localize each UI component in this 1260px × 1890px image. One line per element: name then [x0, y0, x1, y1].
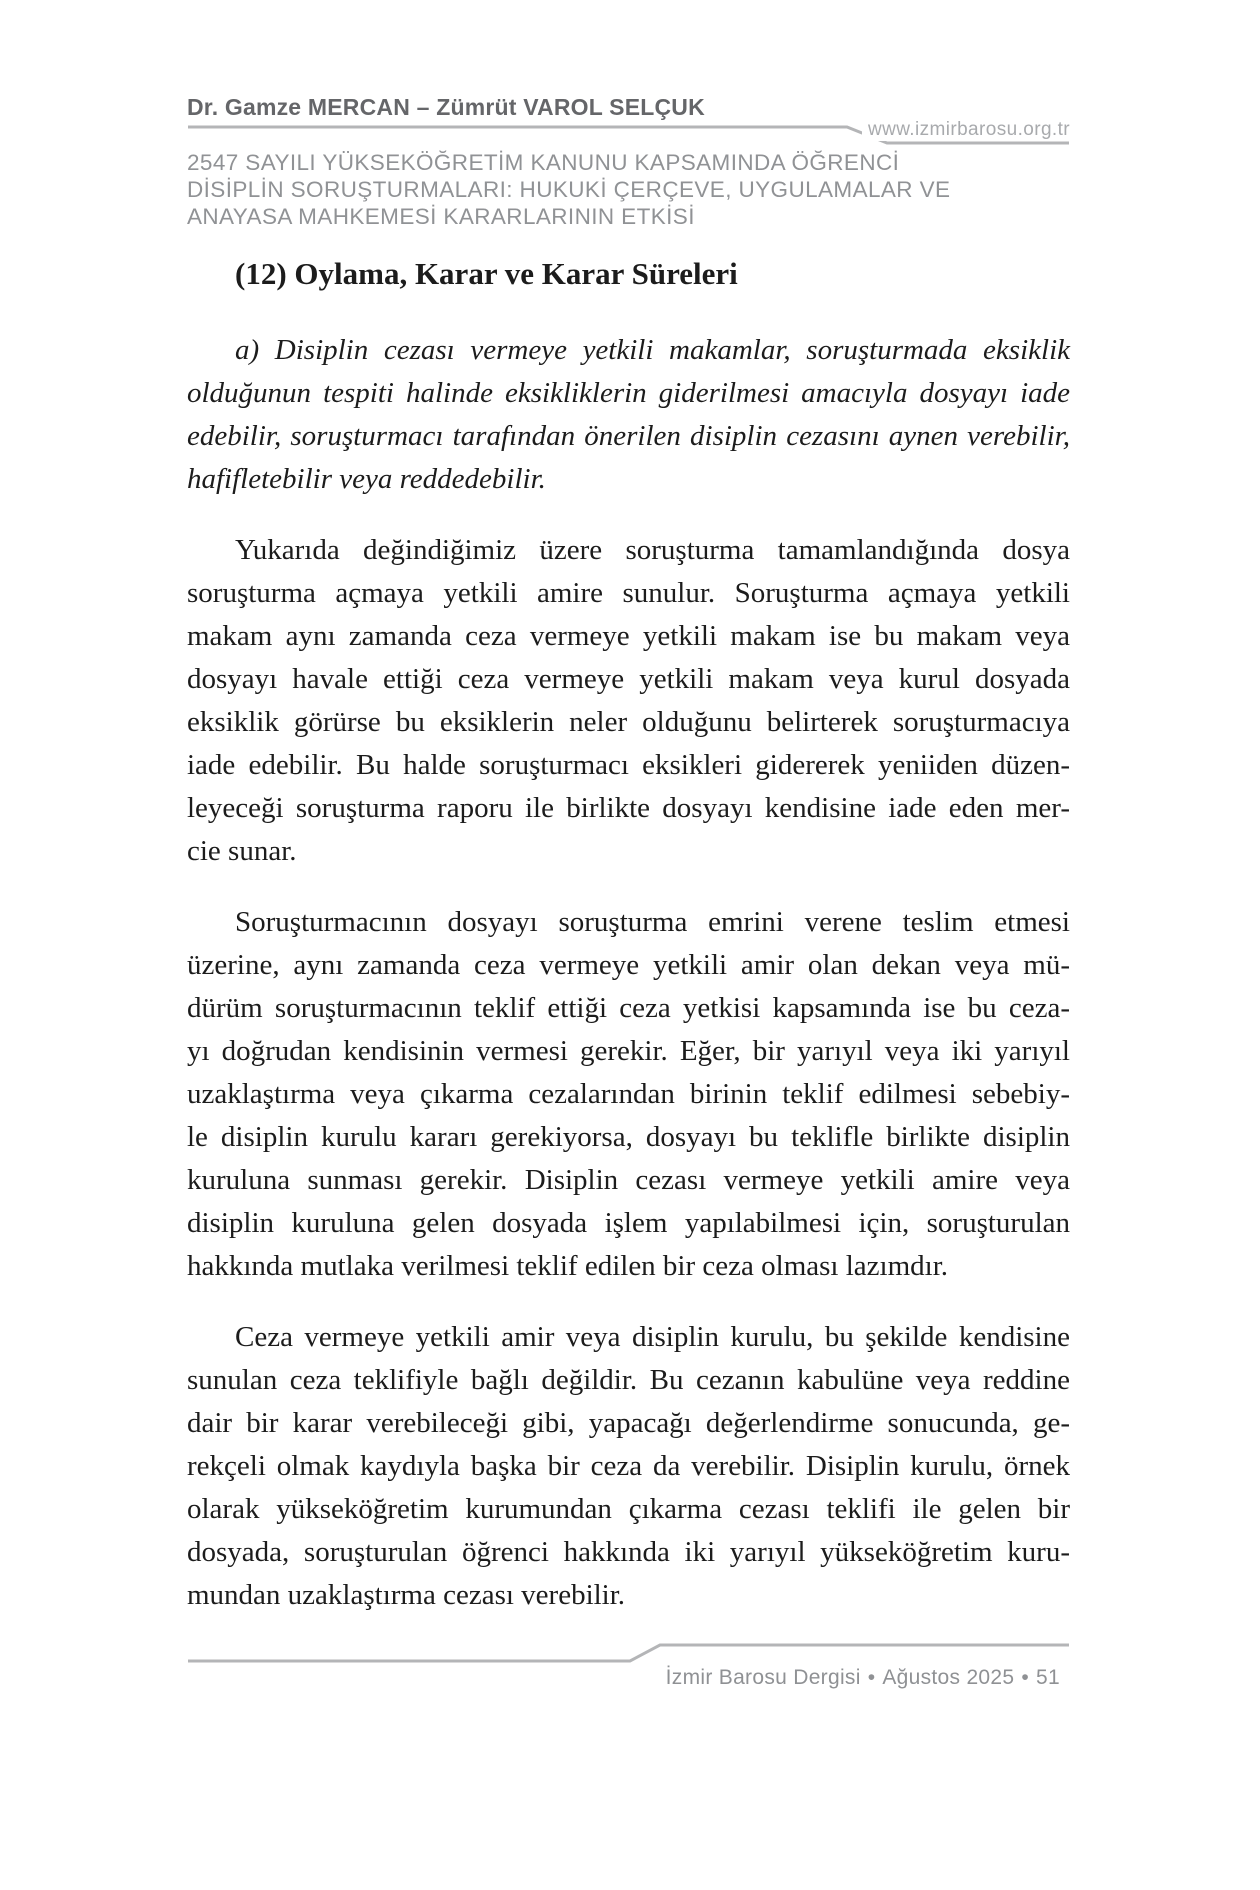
paragraph-line: disiplin kuruluna gelen dosyada işlem yapılabilmesi için, soruşturulan: [187, 1207, 1070, 1239]
paragraph-line: makam aynı zamanda ceza vermeye yetkili makam ise bu makam veya: [187, 620, 1070, 652]
paragraph: [187, 901, 1070, 1288]
paragraph-line: kuruluna sunması gerekir. Disiplin cezası vermeye yetkili amire veya: [187, 1164, 1070, 1196]
paragraph-line: olduğunun tespiti halinde eksikliklerin giderilmesi amacıyla dosyayı iade: [187, 377, 1070, 409]
footer-separator: •: [1021, 1666, 1030, 1689]
paragraph-line: sunulan ceza teklifiyle bağlı değildir. Bu cezanın kabulüne veya reddine: [187, 1364, 1070, 1396]
footer-separator: •: [867, 1666, 876, 1689]
paragraph-line: hafifletebilir veya reddedebilir.: [187, 463, 546, 495]
paragraph-line: a) Disiplin cezası vermeye yetkili makamlar, soruşturmada eksiklik: [235, 334, 1070, 366]
website-url: www.izmirbarosu.org.tr: [862, 119, 1070, 141]
author-names: Dr. Gamze MERCAN – Zümrüt VAROL SELÇUK: [187, 94, 705, 120]
document-title: [187, 149, 1070, 230]
paragraph-line: olarak yükseköğretim kurumundan çıkarma cezası teklifi ile gelen bir: [187, 1493, 1070, 1525]
article-body: [187, 252, 1070, 1645]
paragraph-line: yı doğrudan kendisinin vermesi gerekir. Eğer, bir yarıyıl veya iki yarıyıl: [187, 1035, 1070, 1067]
paragraph: [187, 329, 1070, 501]
paragraph: [187, 1316, 1070, 1617]
paragraph-line: soruşturma açmaya yetkili amire sunulur. Soruşturma açmaya yetkili: [187, 577, 1070, 609]
paragraph-line: dair bir karar verebileceği gibi, yapacağı değerlendirme sonucunda, ge-: [187, 1407, 1070, 1439]
paragraph-line: hakkında mutlaka verilmesi teklif edilen bir ceza olması lazımdır.: [187, 1250, 948, 1282]
footer-text: [187, 1666, 1070, 1690]
document-title-line: ANAYASA MAHKEMESİ KARARLARININ ETKİSİ: [187, 204, 695, 229]
header-rule: [187, 119, 1070, 147]
document-title-line: DİSİPLİN SORUŞTURMALARI: HUKUKİ ÇERÇEVE, UYGULAMALAR VE: [187, 177, 951, 202]
page-footer: [187, 1642, 1070, 1690]
paragraph-line: Ceza vermeye yetkili amir veya disiplin kurulu, bu şekilde kendisine: [235, 1321, 1070, 1353]
page-header: [187, 94, 1070, 230]
paragraph-line: rekçeli olmak kaydıyla başka bir ceza da verebilir. Disiplin kurulu, örnek: [187, 1450, 1070, 1482]
document-title-line: 2547 SAYILI YÜKSEKÖĞRETİM KANUNU KAPSAMINDA ÖĞRENCİ: [187, 150, 900, 175]
paragraph-line: leyeceği soruşturma raporu ile birlikte dosyayı kendisine iade eden mer-: [187, 792, 1070, 824]
paragraph-line: dürüm soruşturmacının teklif ettiği ceza yetkisi kapsamında ise bu ceza-: [187, 992, 1070, 1024]
paragraph-line: iade edebilir. Bu halde soruşturmacı eksikleri gidererek yeniiden düzen-: [187, 749, 1070, 781]
paragraph-line: mundan uzaklaştırma cezası verebilir.: [187, 1579, 626, 1611]
paragraph-line: uzaklaştırma veya çıkarma cezalarından birinin teklif edilmesi sebebiy-: [187, 1078, 1070, 1110]
paragraph-line: dosyayı havale ettiği ceza vermeye yetkili makam veya kurul dosyada: [187, 663, 1070, 695]
paragraph-line: eksiklik görürse bu eksiklerin neler olduğunu belirterek soruşturmacıya: [187, 706, 1070, 738]
paragraph-line: Yukarıda değindiğimiz üzere soruşturma tamamlandığında dosya: [235, 534, 1070, 566]
paragraph-line: le disiplin kurulu kararı gerekiyorsa, dosyayı bu teklifle birlikte disiplin: [187, 1121, 1070, 1153]
footer-rule: [187, 1642, 1070, 1664]
paragraph: [187, 529, 1070, 873]
paragraphs: [187, 329, 1070, 1617]
paragraph-line: edebilir, soruşturmacı tarafından önerilen disiplin cezasını aynen verebilir,: [187, 420, 1070, 452]
paragraph-line: cie sunar.: [187, 835, 297, 867]
paragraph-line: dosyada, soruşturulan öğrenci hakkında iki yarıyıl yükseköğretim kuru-: [187, 1536, 1070, 1568]
footer-rule-line: [187, 1642, 1070, 1664]
journal-issue: Ağustos 2025: [882, 1666, 1015, 1689]
paragraph-line: Soruşturmacının dosyayı soruşturma emrini verene teslim etmesi: [235, 906, 1070, 938]
journal-name: İzmir Barosu Dergisi: [665, 1666, 861, 1689]
page-number: 51: [1036, 1666, 1060, 1689]
section-heading: (12) Oylama, Karar ve Karar Süreleri: [235, 256, 738, 291]
paragraph-line: üzerine, aynı zamanda ceza vermeye yetkili amir olan dekan veya mü-: [187, 949, 1070, 981]
